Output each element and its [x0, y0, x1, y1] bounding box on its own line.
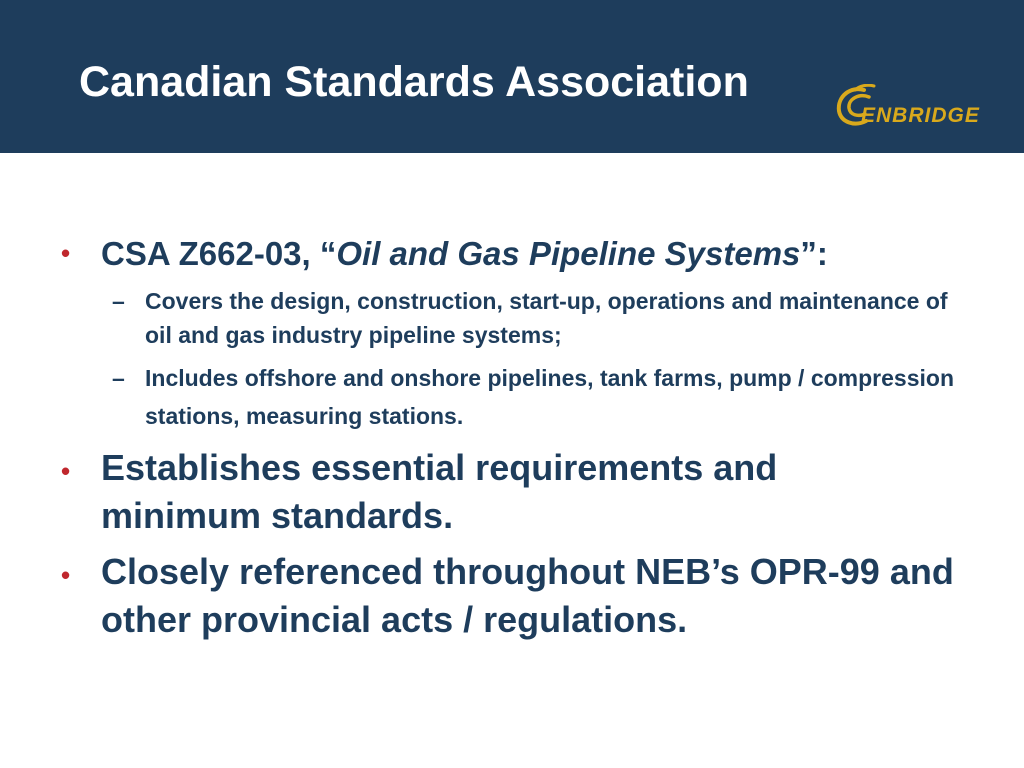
title-bar — [0, 0, 1024, 153]
sub-bullet-text: Includes offshore and onshore pipelines, tank farms, pump / compression stations, measuring stations. — [145, 365, 954, 429]
logo-wordmark: ENBRIDGE — [861, 104, 980, 127]
bullet-text — [101, 232, 1001, 276]
bullet-dot-icon: • — [61, 560, 71, 590]
bullet-dot-icon: • — [61, 238, 71, 268]
bullet-text: Establishes essential requirements and minimum standards. — [101, 447, 778, 536]
dash-icon: – — [112, 288, 125, 314]
sub-bullet-text: Covers the design, construction, start-up, operations and maintenance of oil and gas industry pipeline systems; — [145, 288, 948, 348]
bullet-text: Closely referenced throughout NEB’s OPR-99 and other provincial acts / regulations. — [101, 551, 954, 640]
dash-icon: – — [112, 365, 125, 391]
standard-name: Oil and Gas Pipeline Systems — [336, 235, 801, 272]
enbridge-logo — [833, 84, 1003, 132]
bullet-dot-icon: • — [61, 456, 71, 486]
bullet-prefix: CSA Z662-03, “ — [101, 235, 337, 272]
bullet-suffix: ”: — [800, 235, 828, 272]
slide-title: Canadian Standards Association — [79, 58, 749, 106]
